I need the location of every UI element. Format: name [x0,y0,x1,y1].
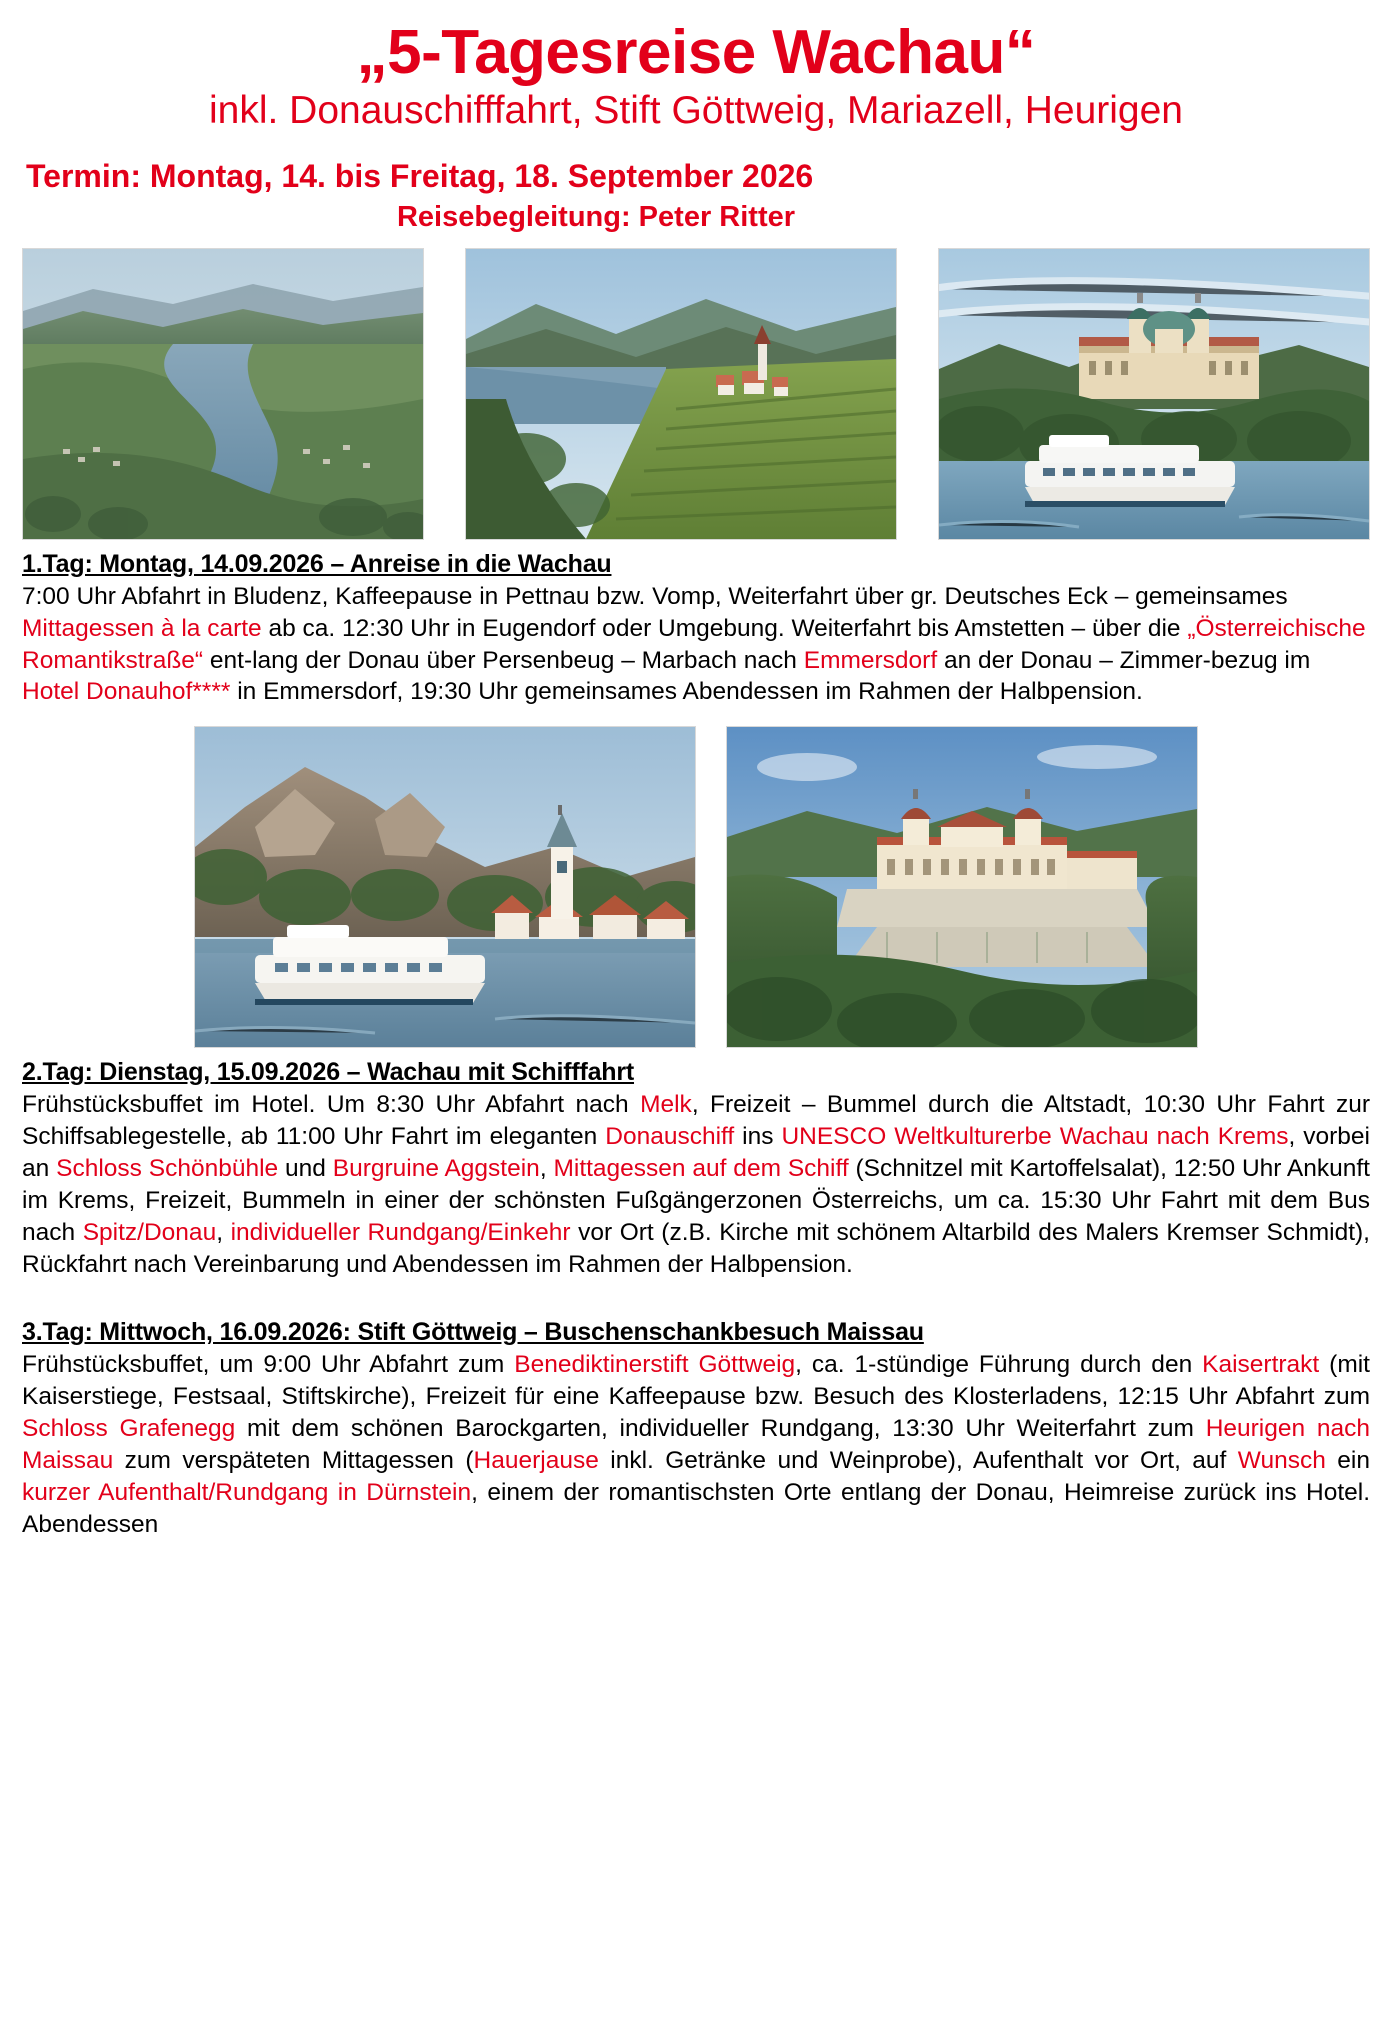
text-segment-highlight: individueller Rundgang/Einkehr [230,1218,571,1246]
text-segment: ein [1325,1446,1370,1474]
text-segment: ent-lang der Donau über Persenbeug – Marbach nach [203,646,804,674]
text-segment: Frühstücksbuffet, um 9:00 Uhr Abfahrt zum [22,1351,515,1379]
day-3-text [22,1349,1370,1540]
text-segment-highlight: Donauschiff [605,1123,735,1151]
text-segment: ab ca. 12:30 Uhr in Eugendorf oder Umgebung. Weiterfahrt bis Amstetten – über die [261,614,1188,642]
photo-row-top [22,248,1370,540]
day-2-heading: 2.Tag: Dienstag, 15.09.2026 – Wachau mit Schifffahrt [22,1058,635,1087]
text-segment: vor Ort (z.B. Kirche mit schönem Altarbild des Malers Kremser Schmidt), Rückfahrt nach Vereinbarung und Abendessen im Rahmen der Halbpension. [22,1218,1370,1278]
text-segment: 7:00 Uhr Abfahrt in Bludenz, Kaffeepause in Pettnau bzw. Vomp, Weiterfahrt über gr. Deutsches Eck – gemeinsames [22,582,1288,610]
photo-row-middle [22,726,1370,1048]
day-3-heading: 3.Tag: Mittwoch, 16.09.2026: Stift Göttweig – Buschenschankbesuch Maissau [22,1318,924,1347]
text-segment: inkl. Getränke und Weinprobe), Aufenthalt vor Ort, auf [598,1446,1238,1474]
text-segment-highlight: Spitz/Donau [82,1218,217,1246]
text-segment: ins [734,1123,782,1151]
photo-duernstein-with-ship [194,726,696,1048]
day-2-text [22,1089,1370,1280]
photo-stift-melk-with-ship [938,248,1370,540]
text-segment-highlight: Melk [640,1091,692,1119]
text-segment-highlight: Schloss Schönbühle [56,1155,279,1182]
text-segment: , ca. 1-stündige Führung durch den [795,1351,1203,1379]
day-1-text [22,581,1370,708]
text-segment: , Freizeit – Bummel durch die Altstadt, 10:30 Uhr Fahrt zur Schiffsablegestelle, ab 11:00 Uhr Fahrt im eleganten [22,1091,1370,1151]
text-segment-highlight: Heurigen nach Maissau [22,1415,1371,1474]
photo-vineyards-weissenkirchen [465,248,897,540]
travel-dates: Termin: Montag, 14. bis Freitag, 18. September 2026 [26,157,814,194]
text-segment: (mit Kaiserstiege, Festsaal, Stiftskirche), Freizeit für eine Kaffeepause bzw. Besuch des Klosterladens, 12:15 Uhr Abfahrt zum [22,1351,1370,1411]
text-segment-highlight: „Österreichische Romantikstraße“ [22,614,1366,674]
text-segment-highlight: kurzer Aufenthalt/Rundgang in Dürnstein [22,1478,472,1506]
text-segment: Frühstücksbuffet im Hotel. Um 8:30 Uhr Abfahrt nach [22,1091,641,1119]
photo-stift-goettweig [726,726,1198,1048]
text-segment: (Schnitzel mit Kartoffelsalat), 12:50 Uhr Ankunft im Krems, Freizeit, Bummeln in einer der schönsten Fußgängerzonen Österreichs, um ca. 15:30 Uhr Fahrt mit dem Bus nach [22,1155,1370,1246]
photo-danube-bend-wachau [22,248,424,540]
text-segment: mit dem schönen Barockgarten, individueller Rundgang, 13:30 Uhr Weiterfahrt zum [235,1415,1206,1443]
text-segment: und [278,1155,333,1182]
text-segment-highlight: Kaisertrakt [1202,1351,1320,1379]
text-segment-highlight: Mittagessen auf dem Schiff [553,1155,849,1182]
text-segment: , [216,1218,231,1246]
tour-guide: Reisebegleitung: Peter Ritter [396,200,796,233]
text-segment-highlight: Schloss Grafenegg [22,1415,236,1443]
text-segment: , einem der romantischsten Orte entlang der Donau, Heimreise zurück ins Hotel. Abendessen [22,1478,1370,1538]
text-segment-highlight: Wunsch [1237,1446,1326,1474]
text-segment: an der Donau – Zimmer-bezug im [937,646,1311,674]
text-segment-highlight: Hauerjause [473,1446,599,1474]
text-segment: zum verspäteten Mittagessen ( [113,1446,474,1474]
text-segment-highlight: Mittagessen à la carte [22,614,262,642]
text-segment-highlight: Burgruine Aggstein [332,1155,540,1182]
page-title: „5-Tagesreise Wachau“ [356,18,1036,87]
text-segment: , [539,1155,554,1182]
text-segment-highlight: Hotel Donauhof**** [22,678,231,706]
text-segment: , vorbei an [22,1123,1370,1182]
text-segment: in Emmersdorf, 19:30 Uhr gemeinsames Abendessen im Rahmen der Halbpension. [230,678,1143,706]
text-segment-highlight: Benediktinerstift Göttweig [514,1351,796,1379]
page-subtitle: inkl. Donauschifffahrt, Stift Göttweig, Mariazell, Heurigen [208,89,1183,133]
text-segment-highlight: UNESCO Weltkulturerbe Wachau nach Krems [781,1123,1289,1151]
day-1-heading: 1.Tag: Montag, 14.09.2026 – Anreise in die Wachau [22,549,612,578]
text-segment-highlight: Emmersdorf [803,646,938,674]
